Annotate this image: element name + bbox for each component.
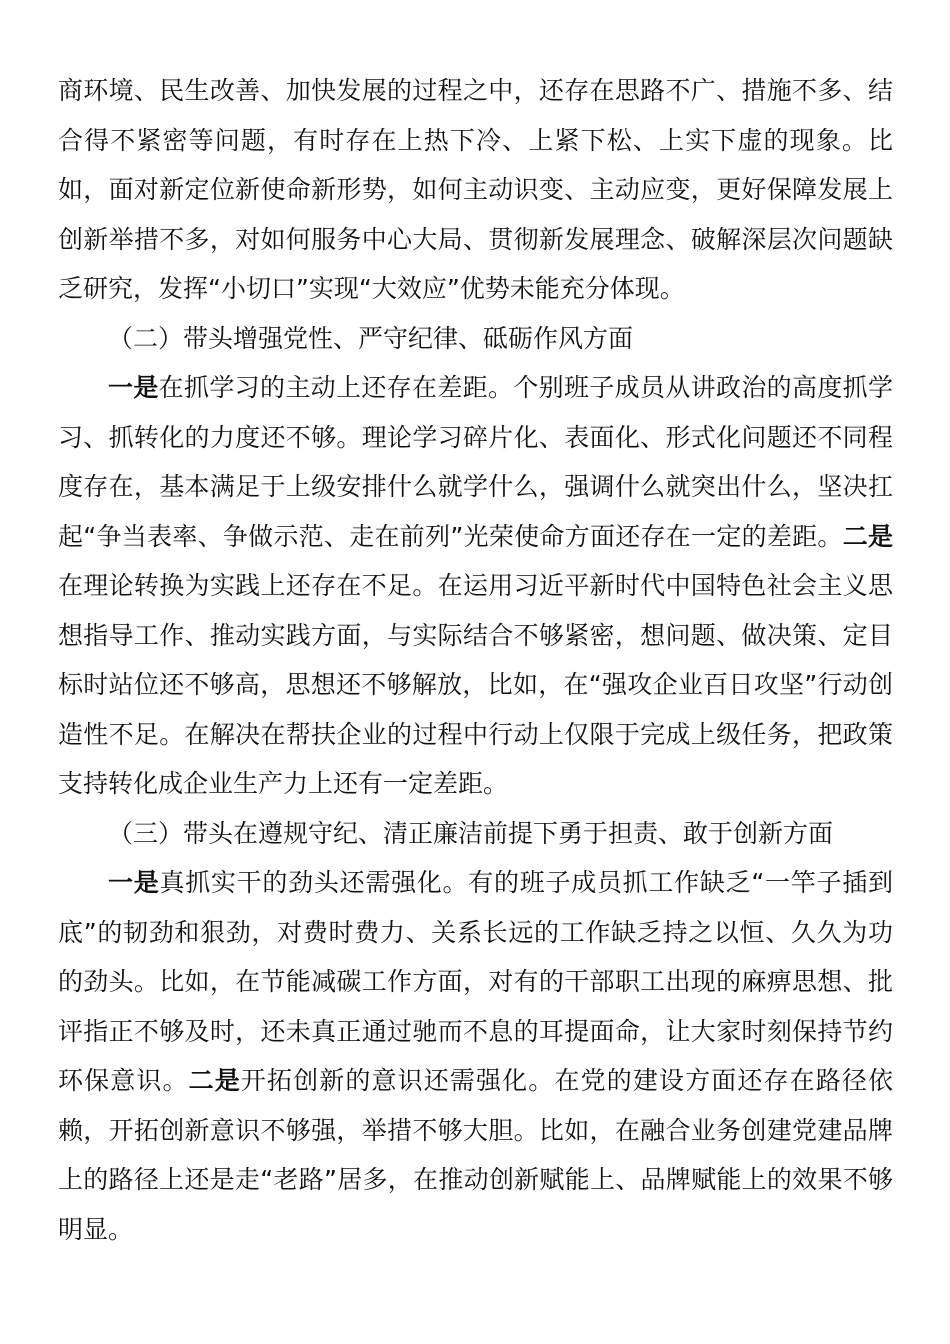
paragraph-text: 开拓创新的意识还需强化。在党的建设方面还存在路径依赖，开拓创新意识不够强，举措不够大胆。比如，在融合业务创建党建品牌上的路径上还是走“老路”居多，在推动创新赋能上、品牌赋能上的效果不够明显。 [58, 1066, 893, 1244]
paragraph-text: 在理论转换为实践上还存在不足。在运用习近平新时代中国特色社会主义思想指导工作、推动实践方面，与实际结合不够紧密，想问题、做决策、定目标时站位还不够高，思想还不够解放，比如，在“强攻企业百日攻坚”行动创造性不足。在解决在帮扶企业的过程中行动上仅限于完成上级任务，把政策支持转化成企业生产力上还有一定差距。 [58, 571, 893, 798]
bold-lead-1: 一是 [108, 373, 159, 402]
bold-lead-2: 二是 [842, 521, 893, 551]
paragraph-section-2 [58, 363, 893, 809]
paragraph-continued: 商环境、民生改善、加快发展的过程之中，还存在思路不广、措施不多、结合得不紧密等问题，有时存在上热下冷、上紧下松、上实下虚的现象。比如，面对新定位新使命新形势，如何主动识变、主动应变，更好保障发展上创新举措不多，对如何服务中心大局、贯彻新发展理念、破解深层次问题缺乏研究，发挥“小切口”实现“大效应”优势未能充分体现。 [58, 76, 893, 303]
paragraph-section-3 [58, 858, 893, 1254]
section-heading-3: （三）带头在遵规守纪、清正廉洁前提下勇于担责、敢于创新方面 [108, 818, 834, 848]
paragraph-text: 在抓学习的主动上还存在差距。个别班子成员从讲政治的高度抓学习、抓转化的力度还不够。理论学习碎片化、表面化、形式化问题还不同程度存在，基本满足于上级安排什么就学什么，强调什么就突出什么，坚决扛起“争当表率、争做示范、走在前列”光荣使命方面还存在一定的差距。 [58, 373, 893, 551]
section-heading-2: （二）带头增强党性、严守纪律、砥砺作风方面 [108, 323, 634, 353]
bold-lead-2: 二是 [188, 1066, 241, 1095]
bold-lead-1: 一是 [108, 868, 160, 897]
paragraph-text: 真抓实干的劲头还需强化。有的班子成员抓工作缺乏“一竿子插到底”的韧劲和狠劲，对费时费力、关系长远的工作缺乏持之以恒、久久为功的劲头。比如，在节能减碳工作方面，对有的干部职工出现的麻痹思想、批评指正不够及时，还未真正通过驰而不息的耳提面命，让大家时刻保持节约环保意识。 [58, 868, 893, 1095]
document-body [58, 66, 893, 1254]
